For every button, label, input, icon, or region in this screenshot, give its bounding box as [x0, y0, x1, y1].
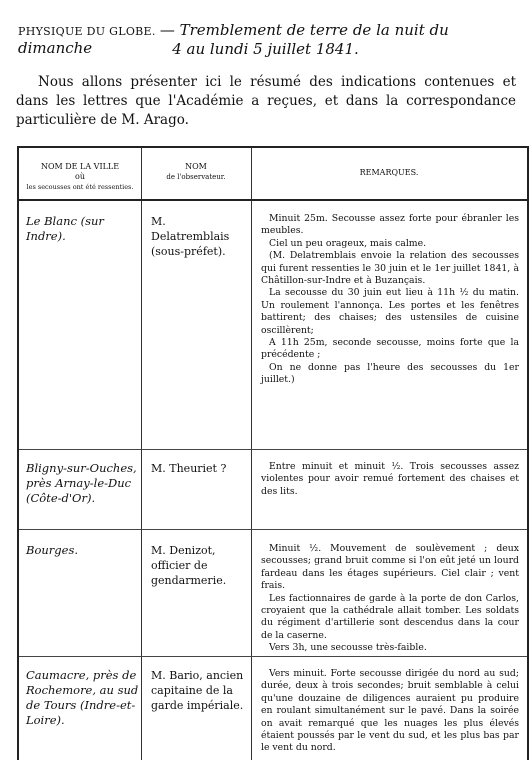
section-label: PHYSIQUE DU GLOBE. [18, 25, 156, 38]
header-remarques: REMARQUES. [359, 168, 419, 177]
remarques-cell: Entre minuit et minuit ½. Trois secousses assez violentes pour avoir remué fortement des chaises et des lits. [261, 461, 519, 497]
title-line-1: — Tremblement de terre de la nuit du dimanche [18, 21, 449, 57]
table-row [19, 449, 527, 530]
intro-paragraph: Nous allons présenter ici le résumé des indications contenues et dans les lettres que l'Académie a reçues, et dans la correspondance particulière de M. Arago. [16, 74, 516, 128]
observateur-cell: M. Delatremblais (sous-préfet). [151, 215, 230, 258]
ville-cell: Le Blanc (sur Indre). [26, 214, 104, 243]
table-row [19, 199, 527, 450]
header-observateur: NOM de l'observateur. [166, 162, 226, 181]
remarques-cell: Minuit ½. Mouvement de soulèvement ; deux secousses; grand bruit comme si l'on eût jeté un lourd fardeau dans les étages supérieurs. Ciel clair ; vent frais. Les factionnaires de garde à la porte de don Carlos, croyaient que la cathédrale allait tomber. Les soldats du régiment d'artillerie sont descendus dans la cour de la caserne. Vers 3h, une secousse très-faible. [261, 543, 519, 654]
table-row [19, 656, 527, 760]
remarques-cell: Minuit 25m. Secousse assez forte pour ébranler les meubles. Ciel un peu orageux, mais calme. (M. Delatremblais envoie la relation des secousses qui furent ressenties le 30 juin et le 1er juillet 1841, à Châtillon-sur-Indre et à Buzançais. La secousse du 30 juin eut lieu à 11h ½ du matin. Un roulement l'annonça. Les portes et les fenêtres battirent; des chaises; des ustensiles de cuisine oscillèrent; A 11h 25m, seconde secousse, moins forte que la précédente ; On ne donne pas l'heure des secousses du 1er juillet.) [261, 213, 519, 386]
table-row [19, 529, 527, 657]
observateur-cell: M. Denizot, officier de gendarmerie. [151, 544, 227, 587]
ville-cell: Bligny-sur-Ouches, près Arnay-le-Duc (Côte-d'Or). [26, 461, 137, 505]
observations-table [17, 146, 529, 760]
ville-cell: Bourges. [26, 543, 79, 557]
observateur-cell: M. Theuriet ? [151, 462, 227, 475]
header-ville: NOM DE LA VILLE où les secousses ont été ressenties. [26, 162, 134, 191]
title-line-2: 4 au lundi 5 juillet 1841. [172, 40, 359, 58]
remarques-cell: Vers minuit. Forte secousse dirigée du nord au sud; durée, deux à trois secondes; bruit semblable à celui qu'une douzaine de diligences auraient pu produire en roulant simultanément sur le pavé. Dans la soirée on avait remarqué que les nuages les plus élevés étaient poussés par le vent du sud, et les plus bas par le vent du nord. [261, 668, 519, 754]
table-header [19, 148, 527, 201]
observateur-cell: M. Bario, ancien capitaine de la garde impériale. [151, 669, 244, 712]
ville-cell: Caumacre, près de Rochemore, au sud de Tours (Indre-et-Loire). [26, 668, 139, 727]
